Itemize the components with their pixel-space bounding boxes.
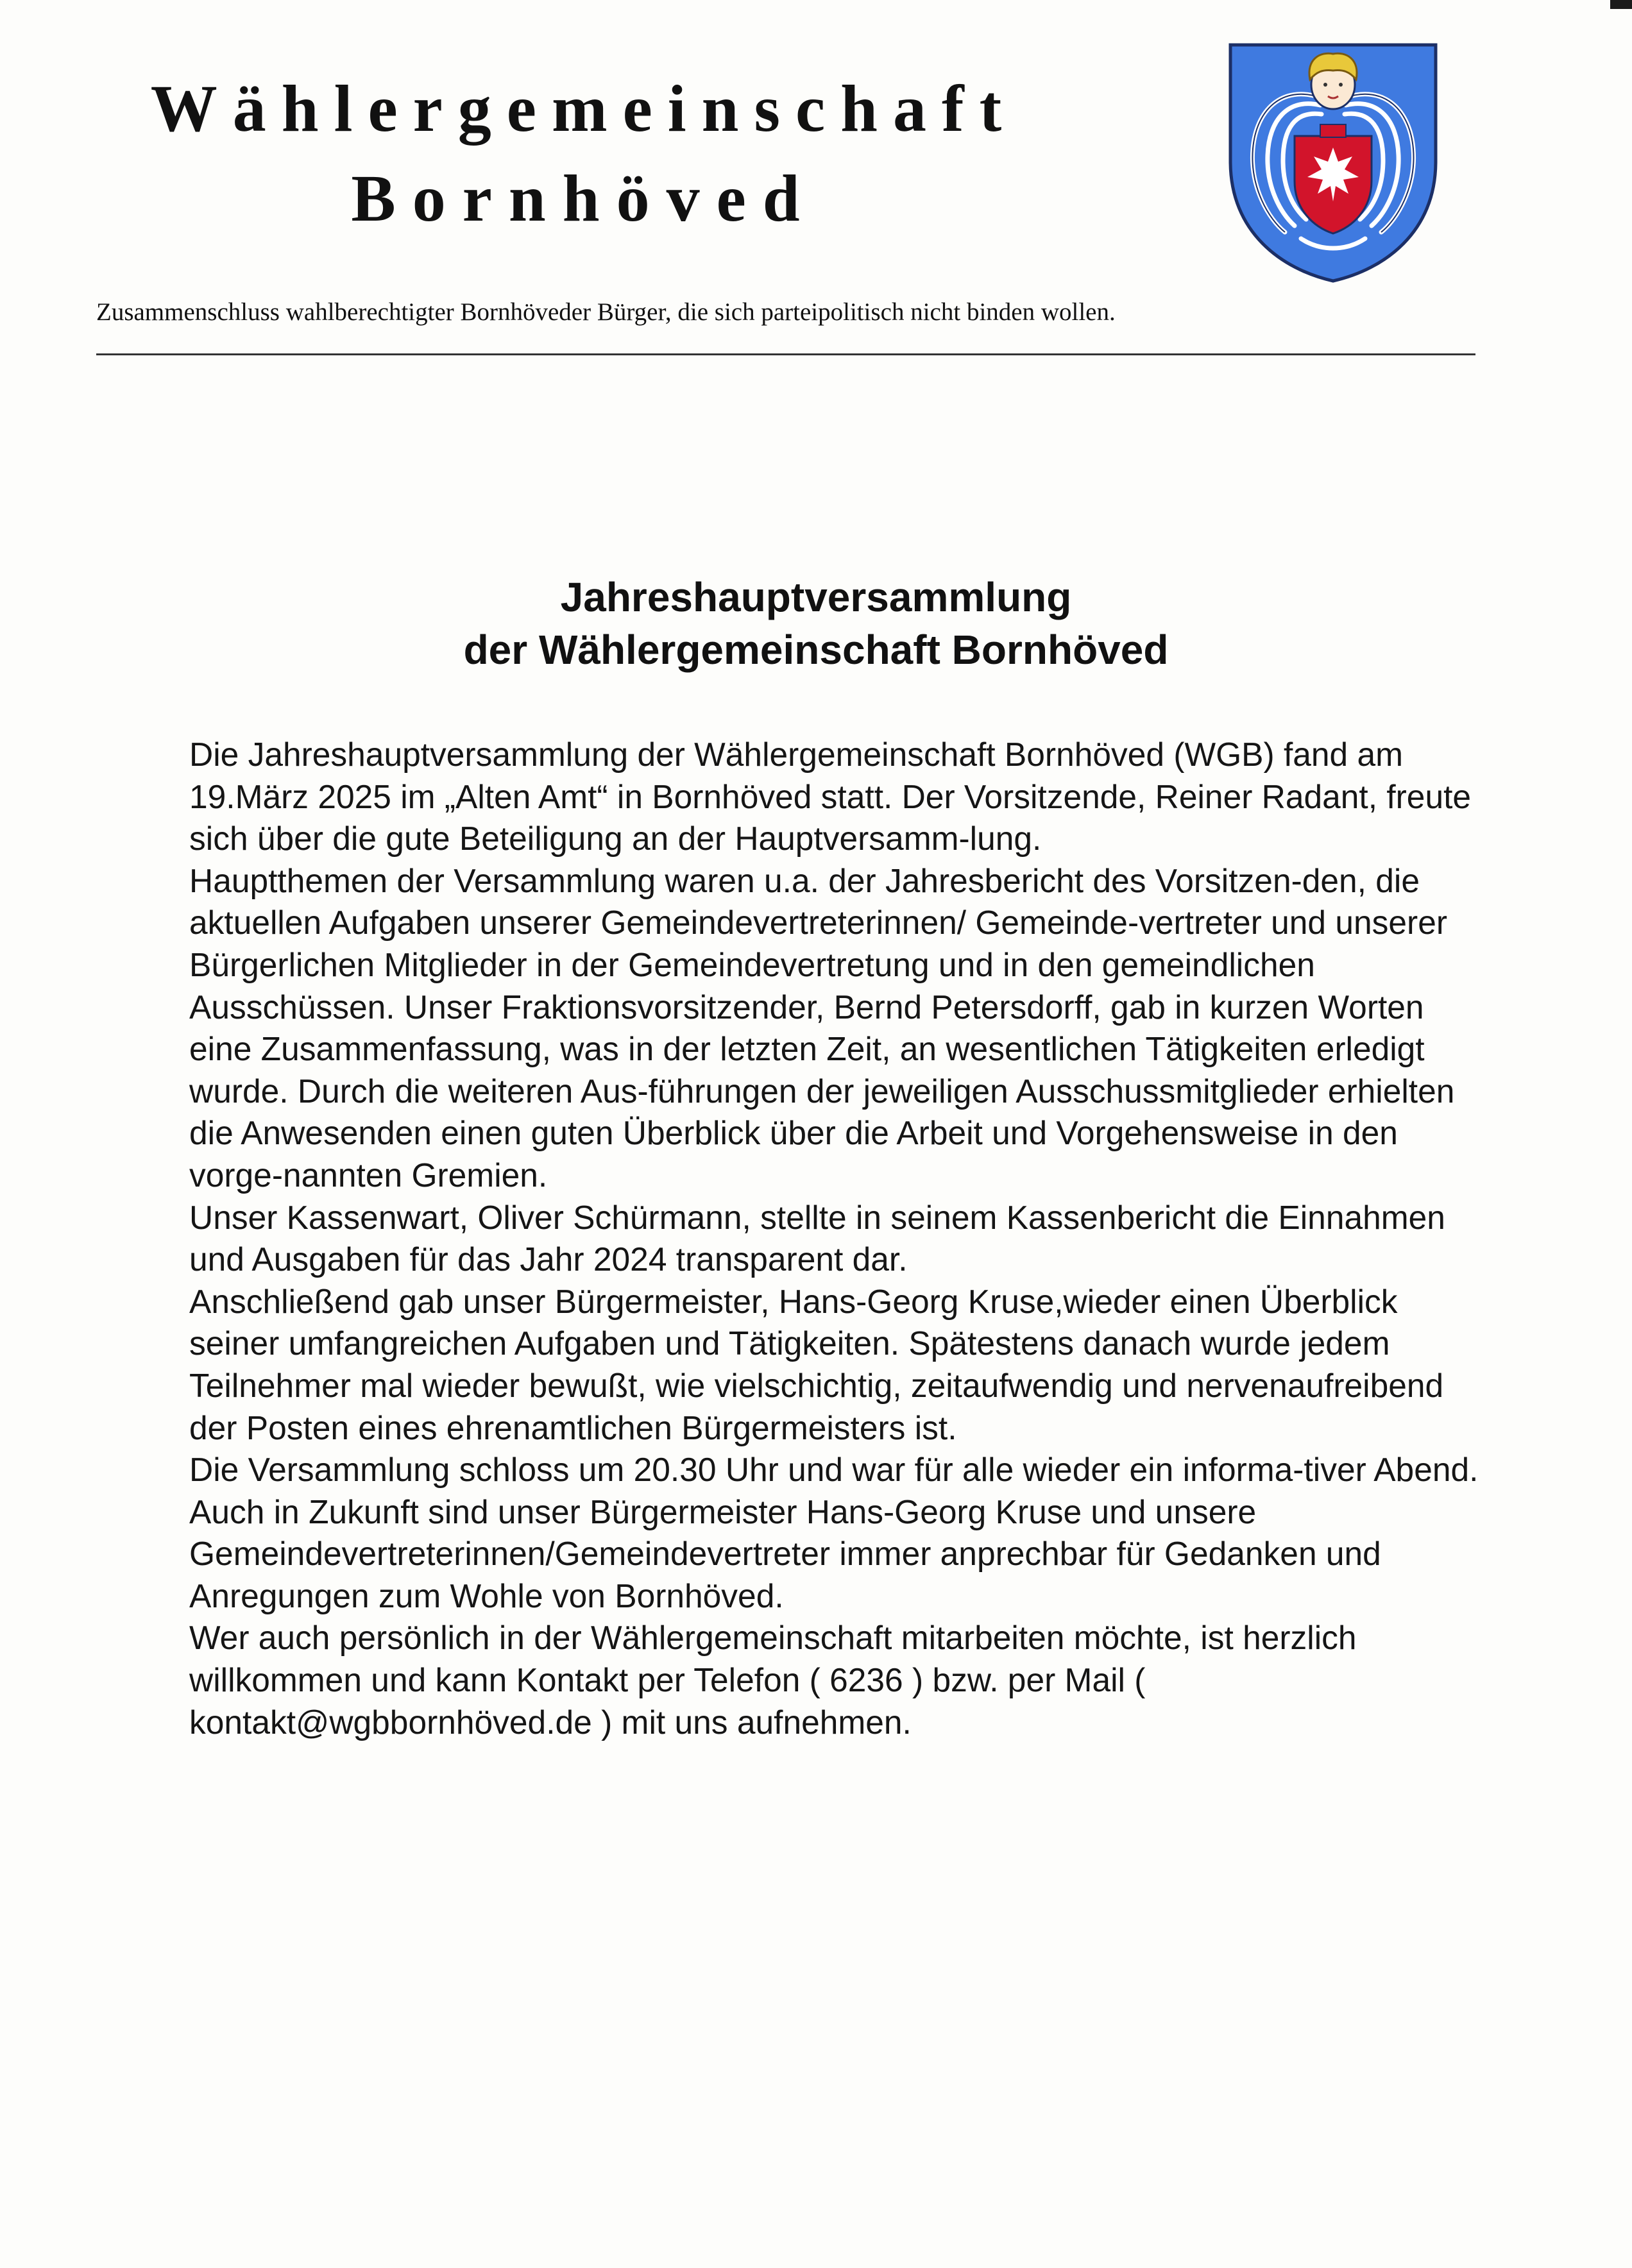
- coat-of-arms-icon: [1224, 40, 1442, 284]
- org-title-line1: Wählergemeinschaft: [150, 72, 1017, 146]
- scan-edge-mark: [1610, 0, 1632, 9]
- org-title-line2: Bornhöved: [351, 162, 817, 235]
- article-title-line2: der Wählergemeinschaft Bornhöved: [463, 627, 1169, 673]
- article-paragraph: Wer auch persönlich in der Wählergemeinschaft mitarbeiten möchte, ist herzlich willkommen und kann Kontakt per Telefon ( 6236 ) bzw. per Mail ( kontakt@wgbbornhöved.de ) mit uns aufnehmen.: [189, 1619, 1357, 1741]
- article-title-line1: Jahreshauptversammlung: [560, 574, 1072, 620]
- tagline: Zusammenschluss wahlberechtigter Bornhöveder Bürger, die sich parteipolitisch nicht binden wollen.: [96, 298, 1116, 326]
- article-title: [0, 571, 1632, 676]
- article-paragraph: Die Jahreshauptversammlung der Wählergemeinschaft Bornhöved (WGB) fand am 19.März 2025 im „Alten Amt“ in Bornhöved statt. Der Vorsitzende, Reiner Radant, freute sich über die gute Beteiligung an der Hauptversamm-lung.: [189, 736, 1472, 858]
- org-title: [96, 64, 1071, 244]
- article-paragraph: Unser Kassenwart, Oliver Schürmann, stellte in seinem Kassenbericht die Einnahmen und Ausgaben für das Jahr 2024 transparent dar.: [189, 1198, 1445, 1278]
- article-paragraph: Die Versammlung schloss um 20.30 Uhr und war für alle wieder ein informa-tiver Abend.: [189, 1451, 1479, 1489]
- article-body: [189, 734, 1485, 1743]
- header-divider: [96, 353, 1475, 355]
- article-paragraph: Anschließend gab unser Bürgermeister, Hans-Georg Kruse,wieder einen Überblick seiner umfangreichen Aufgaben und Tätigkeiten. Spätestens danach wurde jedem Teilnehmer mal wieder bewußt, wie vielschichtig, zeitaufwendig und nervenaufreibend der Posten eines ehrenamtlichen Bürgermeisters ist.: [189, 1282, 1444, 1446]
- article-paragraph: Hauptthemen der Versammlung waren u.a. der Jahresbericht des Vorsitzen-den, die aktuellen Aufgaben unserer Gemeindevertreterinnen/ Gemeinde-vertreter und unserer Bürgerlichen Mitglieder in der Gemeindevertretung und in den gemeindlichen Ausschüssen. Unser Fraktionsvorsitzender, Bernd Petersdorff, gab in kurzen Worten eine Zusammenfassung, was in der letzten Zeit, an wesentlichen Tätigkeiten erledigt wurde. Durch die weiteren Aus-führungen der jeweiligen Ausschussmitglieder erhielten die Anwesenden einen guten Überblick über die Arbeit und Vorgehensweise in den vorge-nannten Gremien.: [189, 861, 1455, 1194]
- article-paragraph: Auch in Zukunft sind unser Bürgermeister Hans-Georg Kruse und unsere Gemeindevertreterinnen/Gemeindevertreter immer anprechbar für Gedanken und Anregungen zum Wohle von Bornhöved.: [189, 1493, 1381, 1614]
